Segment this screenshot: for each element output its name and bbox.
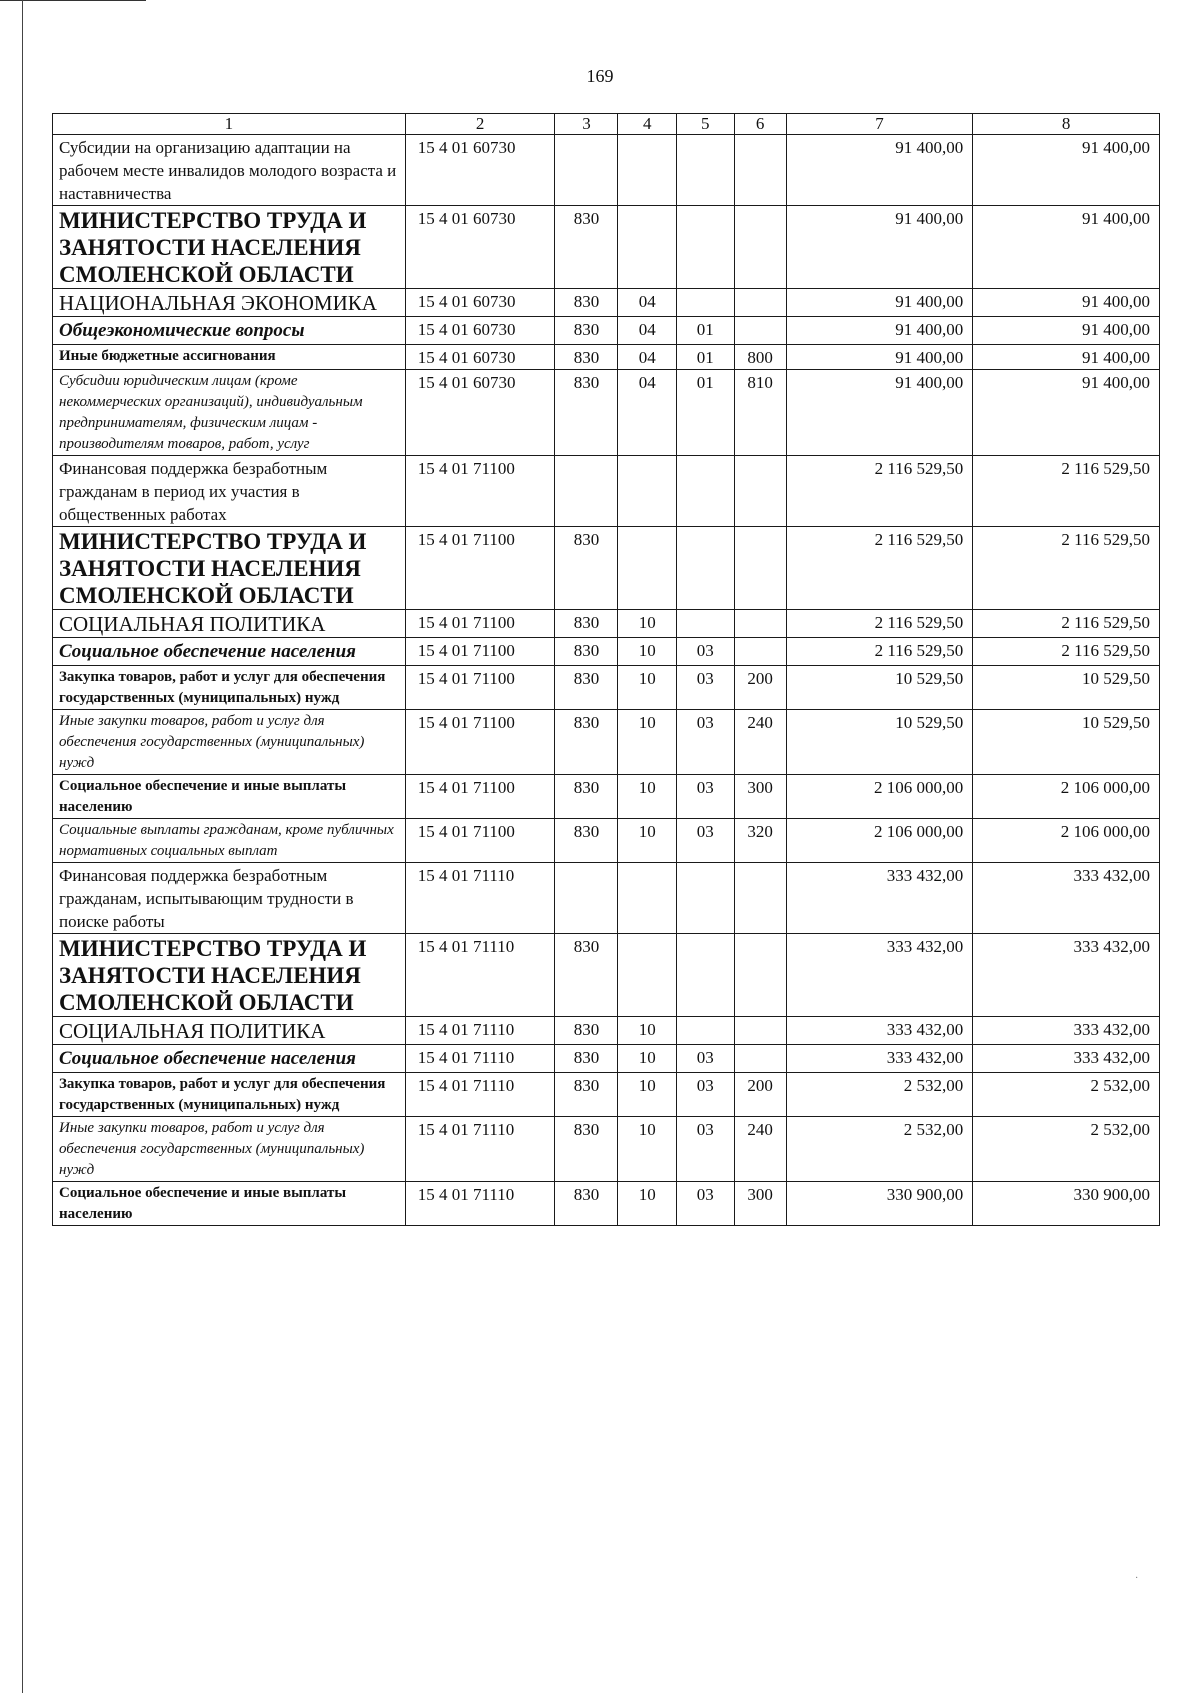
row-amount-1: 2 116 529,50 [786,610,973,638]
table-row [53,775,1160,819]
row-target-code: 15 4 01 60730 [405,206,555,289]
row-section-code: 10 [618,1073,677,1117]
row-amount-1: 2 116 529,50 [786,456,973,527]
row-amount-2: 91 400,00 [973,289,1160,317]
row-expense-type: 800 [734,345,786,370]
row-amount-1: 10 529,50 [786,666,973,710]
row-subsection-code [677,610,735,638]
row-name: МИНИСТЕРСТВО ТРУДА И ЗАНЯТОСТИ НАСЕЛЕНИЯ СМОЛЕНСКОЙ ОБЛАСТИ [53,206,406,289]
row-subsection-code: 03 [677,775,735,819]
row-admin-code [555,135,618,206]
row-expense-type [734,527,786,610]
row-section-code: 04 [618,345,677,370]
table-row [53,610,1160,638]
row-admin-code [555,863,618,934]
header-col-6: 6 [734,114,786,135]
row-expense-type [734,206,786,289]
row-subsection-code [677,289,735,317]
header-col-5: 5 [677,114,735,135]
row-subsection-code: 03 [677,1182,735,1226]
row-admin-code: 830 [555,1117,618,1182]
row-amount-1: 2 106 000,00 [786,819,973,863]
row-section-code: 10 [618,1117,677,1182]
row-target-code: 15 4 01 71110 [405,1182,555,1226]
row-section-code: 10 [618,819,677,863]
table-row [53,1045,1160,1073]
header-col-3: 3 [555,114,618,135]
row-expense-type: 320 [734,819,786,863]
row-admin-code: 830 [555,666,618,710]
row-admin-code: 830 [555,206,618,289]
row-admin-code: 830 [555,317,618,345]
row-expense-type: 300 [734,775,786,819]
row-name: Субсидии на организацию адаптации на рабочем месте инвалидов молодого возраста и наставничества [53,135,406,206]
row-name: Закупка товаров, работ и услуг для обеспечения государственных (муниципальных) нужд [53,1073,406,1117]
row-expense-type [734,1045,786,1073]
table-row [53,1182,1160,1226]
table-header-row [53,114,1160,135]
row-subsection-code: 03 [677,1073,735,1117]
row-expense-type [734,317,786,345]
row-name: Субсидии юридическим лицам (кроме некоммерческих организаций), индивидуальным предпринимателям, физическим лицам - производителям товаров, работ, услуг [53,370,406,456]
row-amount-1: 10 529,50 [786,710,973,775]
row-section-code [618,456,677,527]
row-amount-2: 2 106 000,00 [973,819,1160,863]
row-amount-2: 2 116 529,50 [973,456,1160,527]
row-name: Иные закупки товаров, работ и услуг для обеспечения государственных (муниципальных) нужд [53,710,406,775]
row-section-code: 10 [618,610,677,638]
table-row [53,370,1160,456]
row-amount-1: 91 400,00 [786,370,973,456]
row-amount-2: 91 400,00 [973,370,1160,456]
row-subsection-code [677,527,735,610]
row-amount-2: 2 532,00 [973,1117,1160,1182]
row-admin-code: 830 [555,1073,618,1117]
row-target-code: 15 4 01 60730 [405,135,555,206]
row-amount-2: 333 432,00 [973,1017,1160,1045]
row-name: Социальное обеспечение населения [53,1045,406,1073]
scan-speck: · [1135,1573,1139,1584]
row-subsection-code: 01 [677,370,735,456]
row-expense-type: 200 [734,666,786,710]
row-admin-code: 830 [555,289,618,317]
row-name: Общеэкономические вопросы [53,317,406,345]
row-name: МИНИСТЕРСТВО ТРУДА И ЗАНЯТОСТИ НАСЕЛЕНИЯ СМОЛЕНСКОЙ ОБЛАСТИ [53,934,406,1017]
row-subsection-code: 01 [677,345,735,370]
row-name: Социальные выплаты гражданам, кроме публичных нормативных социальных выплат [53,819,406,863]
row-subsection-code [677,456,735,527]
row-expense-type [734,456,786,527]
row-admin-code: 830 [555,610,618,638]
row-expense-type: 240 [734,710,786,775]
row-name: Финансовая поддержка безработным гражданам, испытывающим трудности в поиске работы [53,863,406,934]
table-row [53,863,1160,934]
row-amount-2: 10 529,50 [973,710,1160,775]
row-target-code: 15 4 01 71110 [405,1073,555,1117]
row-subsection-code: 03 [677,638,735,666]
row-admin-code: 830 [555,710,618,775]
row-section-code: 04 [618,289,677,317]
row-expense-type [734,638,786,666]
row-admin-code: 830 [555,1017,618,1045]
row-admin-code [555,456,618,527]
table-row [53,289,1160,317]
row-amount-1: 91 400,00 [786,289,973,317]
budget-table [52,113,1160,1226]
row-target-code: 15 4 01 60730 [405,289,555,317]
row-amount-2: 333 432,00 [973,934,1160,1017]
row-admin-code: 830 [555,1182,618,1226]
row-target-code: 15 4 01 60730 [405,370,555,456]
header-col-2: 2 [405,114,555,135]
row-amount-2: 2 532,00 [973,1073,1160,1117]
row-expense-type: 240 [734,1117,786,1182]
table-row [53,1017,1160,1045]
row-section-code: 10 [618,1182,677,1226]
row-target-code: 15 4 01 71100 [405,775,555,819]
row-subsection-code: 03 [677,819,735,863]
row-subsection-code: 03 [677,1045,735,1073]
row-subsection-code [677,1017,735,1045]
row-subsection-code [677,135,735,206]
row-subsection-code [677,863,735,934]
header-col-4: 4 [618,114,677,135]
page-number: 169 [586,66,614,86]
table-row [53,527,1160,610]
row-target-code: 15 4 01 60730 [405,345,555,370]
row-amount-1: 2 106 000,00 [786,775,973,819]
header-col-7: 7 [786,114,973,135]
row-target-code: 15 4 01 71110 [405,934,555,1017]
row-name: СОЦИАЛЬНАЯ ПОЛИТИКА [53,1017,406,1045]
row-admin-code: 830 [555,345,618,370]
row-amount-2: 91 400,00 [973,317,1160,345]
row-section-code [618,863,677,934]
table-row [53,819,1160,863]
row-name: НАЦИОНАЛЬНАЯ ЭКОНОМИКА [53,289,406,317]
table-row [53,710,1160,775]
row-amount-2: 91 400,00 [973,345,1160,370]
row-amount-2: 330 900,00 [973,1182,1160,1226]
row-amount-1: 333 432,00 [786,934,973,1017]
row-target-code: 15 4 01 71110 [405,1017,555,1045]
row-amount-2: 10 529,50 [973,666,1160,710]
row-expense-type [734,1017,786,1045]
row-subsection-code: 01 [677,317,735,345]
row-target-code: 15 4 01 71110 [405,1117,555,1182]
row-expense-type: 300 [734,1182,786,1226]
row-amount-1: 2 116 529,50 [786,527,973,610]
row-target-code: 15 4 01 60730 [405,317,555,345]
row-admin-code: 830 [555,934,618,1017]
row-expense-type [734,610,786,638]
row-expense-type [734,135,786,206]
table-row [53,1073,1160,1117]
row-target-code: 15 4 01 71100 [405,666,555,710]
table-row [53,1117,1160,1182]
row-name: Финансовая поддержка безработным гражданам в период их участия в общественных работах [53,456,406,527]
row-section-code: 10 [618,1045,677,1073]
header-col-1: 1 [53,114,406,135]
row-subsection-code: 03 [677,666,735,710]
row-expense-type: 200 [734,1073,786,1117]
row-subsection-code: 03 [677,1117,735,1182]
table-row [53,206,1160,289]
row-section-code: 10 [618,666,677,710]
row-name: Социальное обеспечение и иные выплаты населению [53,1182,406,1226]
row-name: Социальное обеспечение и иные выплаты населению [53,775,406,819]
row-amount-2: 2 116 529,50 [973,527,1160,610]
table-row [53,456,1160,527]
row-section-code: 10 [618,638,677,666]
row-target-code: 15 4 01 71100 [405,527,555,610]
row-amount-1: 2 532,00 [786,1117,973,1182]
table-body [53,135,1160,1226]
row-amount-2: 2 106 000,00 [973,775,1160,819]
row-amount-2: 333 432,00 [973,863,1160,934]
row-amount-1: 333 432,00 [786,863,973,934]
row-expense-type [734,863,786,934]
row-target-code: 15 4 01 71100 [405,710,555,775]
table-header [53,114,1160,135]
row-expense-type [734,289,786,317]
row-subsection-code: 03 [677,710,735,775]
table-row [53,135,1160,206]
row-name: МИНИСТЕРСТВО ТРУДА И ЗАНЯТОСТИ НАСЕЛЕНИЯ СМОЛЕНСКОЙ ОБЛАСТИ [53,527,406,610]
row-amount-2: 333 432,00 [973,1045,1160,1073]
row-name: СОЦИАЛЬНАЯ ПОЛИТИКА [53,610,406,638]
row-section-code [618,934,677,1017]
row-admin-code: 830 [555,775,618,819]
row-amount-1: 91 400,00 [786,135,973,206]
table-row [53,934,1160,1017]
row-section-code [618,135,677,206]
row-section-code: 10 [618,710,677,775]
row-name: Иные бюджетные ассигнования [53,345,406,370]
row-amount-2: 91 400,00 [973,206,1160,289]
row-amount-1: 2 116 529,50 [786,638,973,666]
row-expense-type: 810 [734,370,786,456]
row-section-code: 04 [618,317,677,345]
row-section-code [618,206,677,289]
row-section-code: 04 [618,370,677,456]
row-section-code: 10 [618,1017,677,1045]
row-amount-1: 91 400,00 [786,317,973,345]
row-admin-code: 830 [555,527,618,610]
row-admin-code: 830 [555,819,618,863]
row-target-code: 15 4 01 71100 [405,456,555,527]
row-target-code: 15 4 01 71110 [405,1045,555,1073]
table-row [53,666,1160,710]
row-target-code: 15 4 01 71110 [405,863,555,934]
row-target-code: 15 4 01 71100 [405,819,555,863]
row-amount-1: 333 432,00 [786,1045,973,1073]
row-amount-1: 91 400,00 [786,206,973,289]
row-admin-code: 830 [555,370,618,456]
row-admin-code: 830 [555,1045,618,1073]
row-name: Иные закупки товаров, работ и услуг для обеспечения государственных (муниципальных) нужд [53,1117,406,1182]
table-row [53,638,1160,666]
row-amount-1: 330 900,00 [786,1182,973,1226]
row-subsection-code [677,934,735,1017]
row-target-code: 15 4 01 71100 [405,610,555,638]
header-col-8: 8 [973,114,1160,135]
row-expense-type [734,934,786,1017]
row-amount-1: 333 432,00 [786,1017,973,1045]
table-row [53,345,1160,370]
row-subsection-code [677,206,735,289]
row-amount-2: 91 400,00 [973,135,1160,206]
scan-edge-left [22,0,23,1693]
row-name: Социальное обеспечение населения [53,638,406,666]
row-amount-2: 2 116 529,50 [973,610,1160,638]
row-amount-1: 91 400,00 [786,345,973,370]
row-name: Закупка товаров, работ и услуг для обеспечения государственных (муниципальных) нужд [53,666,406,710]
row-admin-code: 830 [555,638,618,666]
row-section-code [618,527,677,610]
row-target-code: 15 4 01 71100 [405,638,555,666]
row-amount-1: 2 532,00 [786,1073,973,1117]
row-amount-2: 2 116 529,50 [973,638,1160,666]
table-row [53,317,1160,345]
row-section-code: 10 [618,775,677,819]
